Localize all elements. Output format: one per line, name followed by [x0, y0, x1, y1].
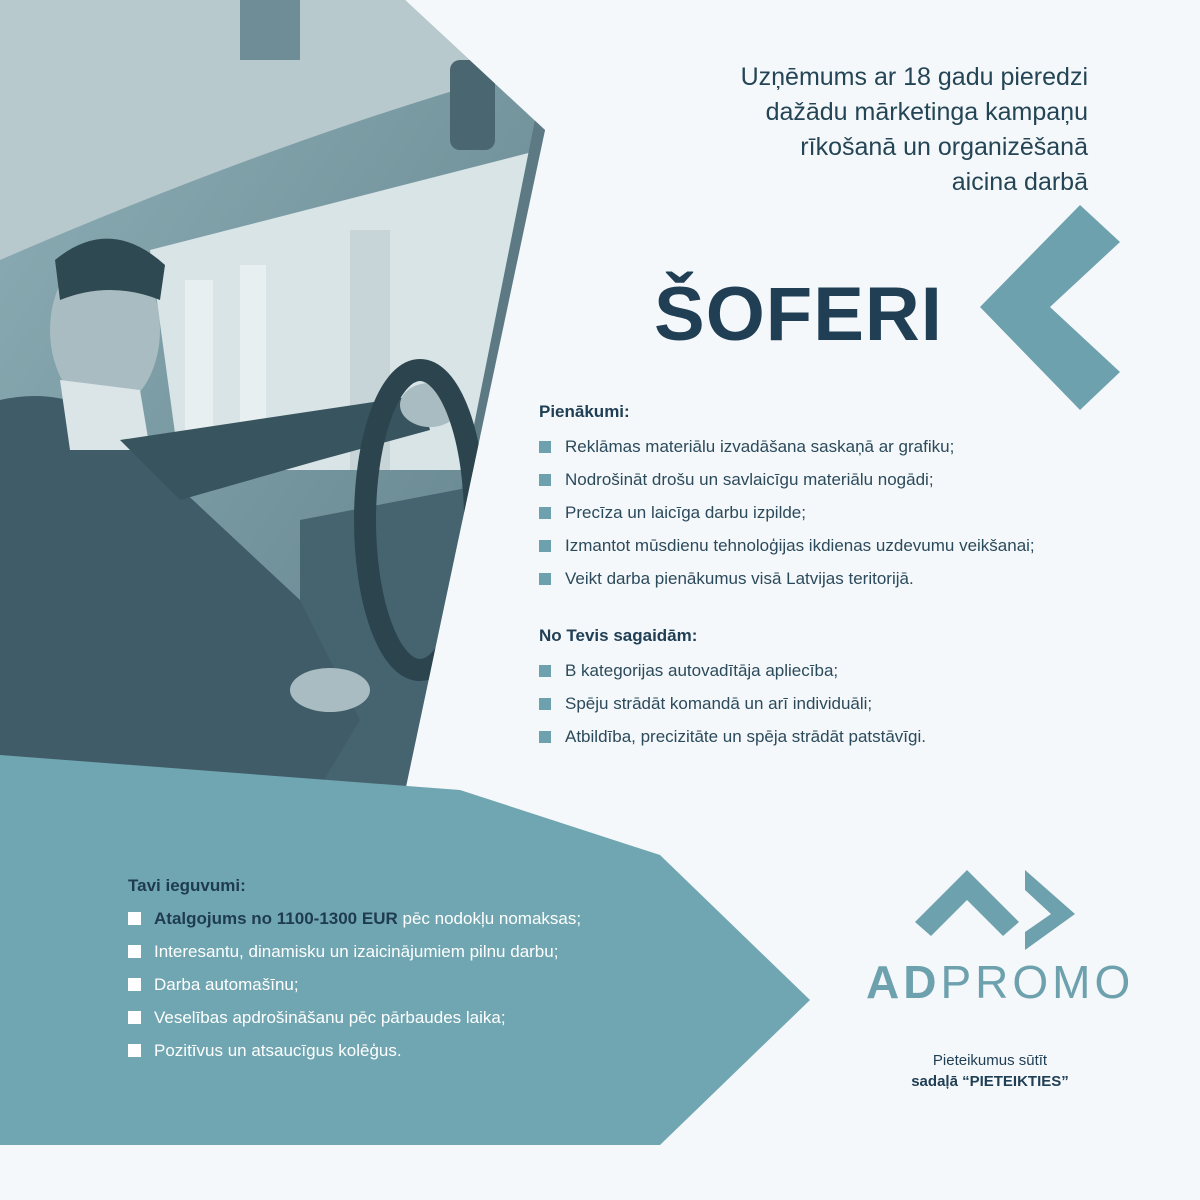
list-item — [539, 687, 926, 720]
requirements-list — [539, 654, 926, 753]
intro-line: dažādu mārketinga kampaņu — [765, 98, 1088, 126]
list-item — [128, 1001, 581, 1034]
duties-list — [539, 430, 1035, 595]
square-bullet-icon — [539, 698, 551, 710]
list-item — [539, 463, 1035, 496]
apply-line-emphasis: sadaļā “PIETEIKTIES” — [911, 1073, 1069, 1090]
list-item-text: Reklāmas materiālu izvadāšana saskaņā ar grafiku; — [565, 437, 955, 456]
square-bullet-icon — [539, 573, 551, 585]
benefits-heading: Tavi ieguvumi: — [128, 876, 246, 895]
checkbox-square-icon — [128, 912, 141, 925]
list-item-text: Veikt darba pienākumus visā Latvijas teritorijā. — [565, 569, 914, 588]
benefits-section — [128, 876, 581, 1067]
intro-line: Uzņēmums ar 18 gadu pieredzi — [740, 63, 1088, 91]
list-item-text: Atbildība, precizitāte un spēja strādāt patstāvīgi. — [565, 727, 926, 746]
checkbox-square-icon — [128, 1011, 141, 1024]
list-item-text: Spēju strādāt komandā un arī individuāli; — [565, 694, 873, 713]
list-item — [128, 902, 581, 935]
list-item — [128, 1034, 581, 1067]
list-item — [128, 935, 581, 968]
apply-line: Pieteikumus sūtīt — [932, 1052, 1048, 1069]
salary-rest: pēc nodokļu nomaksas; — [397, 909, 582, 928]
checkbox-square-icon — [128, 1044, 141, 1057]
logo-ad: AD — [866, 956, 941, 1008]
salary-highlight: Atalgojums no 1100-1300 EUR — [154, 909, 398, 928]
square-bullet-icon — [539, 441, 551, 453]
checkbox-square-icon — [128, 945, 141, 958]
duties-section — [539, 402, 1035, 595]
adpromo-logo — [866, 955, 1134, 1009]
list-item-text: Darba automašīnu; — [154, 975, 299, 994]
apply-note — [870, 1050, 1110, 1092]
requirements-section — [539, 626, 926, 753]
list-item-text: Pozitīvus un atsaucīgus kolēģus. — [154, 1041, 402, 1060]
list-item — [539, 430, 1035, 463]
list-item-text: Interesantu, dinamisku un izaicinājumiem pilnu darbu; — [154, 942, 559, 961]
list-item — [539, 654, 926, 687]
adpromo-logo-icon — [915, 870, 1085, 950]
square-bullet-icon — [539, 540, 551, 552]
square-bullet-icon — [539, 474, 551, 486]
square-bullet-icon — [539, 731, 551, 743]
list-item-text: Precīza un laicīga darbu izpilde; — [565, 503, 806, 522]
list-item-text: Veselības apdrošināšanu pēc pārbaudes laika; — [154, 1008, 506, 1027]
benefits-list — [128, 902, 581, 1067]
list-item — [539, 529, 1035, 562]
duties-heading: Pienākumi: — [539, 402, 630, 421]
list-item-text: B kategorijas autovadītāja apliecība; — [565, 661, 839, 680]
square-bullet-icon — [539, 665, 551, 677]
list-item — [128, 968, 581, 1001]
square-bullet-icon — [539, 507, 551, 519]
list-item — [539, 562, 1035, 595]
intro-line: aicina darbā — [951, 168, 1088, 196]
logo-promo: PROMO — [940, 956, 1135, 1008]
list-item — [539, 496, 1035, 529]
requirements-heading: No Tevis sagaidām: — [539, 626, 698, 645]
chevron-left-icon — [980, 205, 1120, 410]
list-item-text: Nodrošināt drošu un savlaicīgu materiālu nogādi; — [565, 470, 934, 489]
page-title: ŠOFERI — [654, 272, 943, 357]
intro-line: rīkošanā un organizēšanā — [800, 133, 1088, 161]
checkbox-square-icon — [128, 978, 141, 991]
list-item-text: Izmantot mūsdienu tehnoloģijas ikdienas uzdevumu veikšanai; — [565, 536, 1035, 555]
list-item — [539, 720, 926, 753]
intro-text — [528, 60, 1088, 200]
